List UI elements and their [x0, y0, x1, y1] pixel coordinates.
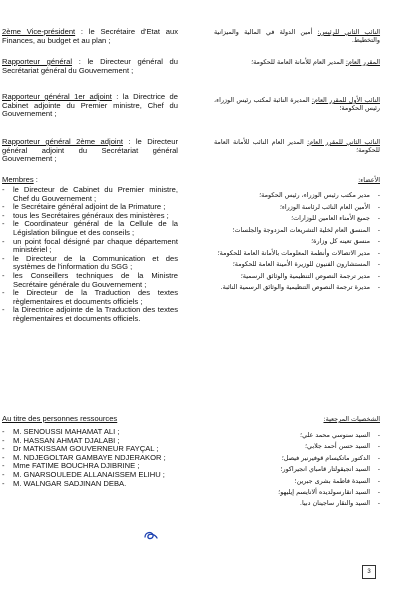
list-item: - المستشارون الفنيون للوزيرة الأمينة العامة للحكومة؛ [214, 259, 380, 271]
list-item: - السيد سنوسي محمد علي؛ [214, 430, 380, 441]
rapporteur-first-adjoint-text: : la Directrice de Cabinet adjointe du Premier ministre, Chef du Gouvernement ; [2, 92, 178, 119]
resources-heading-ar [214, 415, 380, 423]
rapporteur-first-adjoint-role-ar: النائب الأول للمقرر العام: [311, 96, 380, 104]
list-item: - السيد والنقار ساجينان دبيا. [214, 498, 380, 509]
rapporteur-general-paragraph-ar [214, 58, 380, 66]
persons-list-fr [2, 428, 178, 488]
members-colon: : [33, 175, 38, 184]
rapporteur-first-adjoint-role: Rapporteur général 1er adjoint [2, 92, 112, 101]
persons-list-ar [214, 430, 380, 510]
list-item: - M. HASSAN AHMAT DJALABI ; [2, 437, 178, 446]
members-list-ar [214, 190, 380, 294]
handwritten-initial [142, 528, 160, 547]
list-item: - le Directeur de la Communication et des systèmes de l'information du SGG ; [2, 255, 178, 272]
list-item: - المنسق العام لخلية التشريعات المزدوجة والجلسات؛ [214, 225, 380, 237]
rapporteur-general-role: Rapporteur général [2, 57, 73, 66]
list-item: - Mme FATIME BOUCHRA DJIBRINE ; [2, 462, 178, 471]
rapporteur-second-adjoint-paragraph [2, 138, 178, 164]
list-item: - الأمين العام النائب لرئاسة الوزراء؛ [214, 202, 380, 214]
members-list-fr [2, 186, 178, 324]
list-item: - مديرة ترجمة النصوص التنظيمية والوثائق الرسمية النائبة. [214, 282, 380, 294]
list-item: - السيد انقارسولديده ألانايسم إيليهو؛ [214, 487, 380, 498]
list-item: - la Directrice adjointe de la Traduction des textes règlementaires et documents officiels. [2, 306, 178, 323]
page-number: 3 [362, 565, 376, 579]
rapporteur-second-adjoint-text-ar: المدير العام النائب للأمانة العامة للحكومة؛ [214, 138, 380, 155]
rapporteur-general-role-ar: المقرر العام: [345, 58, 380, 66]
rapporteur-first-adjoint-paragraph [2, 93, 178, 119]
list-item: - M. SENOUSSI MAHAMAT ALI ; [2, 428, 178, 437]
vice-president-role-ar: النائب الثاني للرئيس: [317, 28, 381, 36]
list-item: - الدكتور ماتكيسام قوفيرنير فيصل؛ [214, 453, 380, 464]
list-item: - السيد حسن أحمد جلابي؛ [214, 441, 380, 452]
list-item: - M. GNARSOULEDE ALLANAISSEM ELIHU ; [2, 471, 178, 480]
resources-title-ar: الشخصيات المرجعية: [323, 415, 380, 423]
rapporteur-general-text-ar: المدير العام للأمانة العامة للحكومة؛ [251, 58, 346, 66]
list-item: - un point focal désigné par chaque département ministériel ; [2, 238, 178, 255]
list-item: - M. WALNGAR SADJINAN DEBA. [2, 480, 178, 489]
resources-title: Au titre des personnes ressources [2, 414, 118, 423]
rapporteur-general-paragraph [2, 58, 178, 75]
rapporteur-first-adjoint-paragraph-ar [214, 96, 380, 113]
vice-president-role: 2ème Vice-président [2, 27, 76, 36]
rapporteur-general-text: : le Directeur général du Secrétariat général du Gouvernement ; [2, 57, 179, 75]
list-item: - les Conseillers techniques de la Ministre Secrétaire générale du Gouvernement ; [2, 272, 178, 289]
list-item: - M. NDJEGOLTAR GAMBAYE NDJERAKOR ; [2, 454, 178, 463]
rapporteur-second-adjoint-text: : le Directeur général adjoint du Secrétariat général Gouvernement ; [2, 137, 178, 164]
list-item: - مدير ترجمة النصوص التنظيمية والوثائق الرسمية؛ [214, 271, 380, 283]
list-item: - السيدة فاطمة بشرى جبرين؛ [214, 476, 380, 487]
list-item: - le Directeur de Cabinet du Premier ministre, Chef du Gouvernement ; [2, 186, 178, 203]
rapporteur-second-adjoint-paragraph-ar [214, 138, 380, 155]
members-title: Membres [2, 175, 34, 184]
resources-heading [2, 415, 178, 424]
rapporteur-first-adjoint-text-ar: المديرة النائبة لمكتب رئيس الوزراء، رئيس الحكومة؛ [214, 96, 380, 113]
vice-president-paragraph-ar [214, 28, 380, 45]
vice-president-text: : le Secrétaire d'Etat aux Finances, au budget et au plan ; [2, 27, 178, 45]
rapporteur-second-adjoint-role-ar: النائب الثاني للمقرر العام: [307, 138, 380, 146]
list-item: - tous les Secrétaires généraux des ministères ; [2, 212, 178, 221]
vice-president-text-ar: أمين الدولة في المالية والميزانية والتخطيط. [214, 28, 380, 45]
list-item: - le Directeur de la Traduction des textes règlementaires et documents officiels ; [2, 289, 178, 306]
rapporteur-second-adjoint-role: Rapporteur général 2ème adjoint [2, 137, 123, 146]
list-item: - منسق تعينه كل وزارة؛ [214, 236, 380, 248]
members-title-ar: الأعضاء: [358, 176, 380, 184]
list-item: - le Coordinateur général de la Cellule de la Législation bilingue et des conseils ; [2, 220, 178, 237]
list-item: - le Secrétaire général adjoint de la Primature ; [2, 203, 178, 212]
list-item: - Dr MATKISSAM GOUVERNEUR FAYÇAL ; [2, 445, 178, 454]
vice-president-paragraph [2, 28, 178, 45]
list-item: - جميع الأمناء العامين للوزارات؛ [214, 213, 380, 225]
list-item: - مدير الاتصالات وأنظمة المعلومات بالأمانة العامة للحكومة؛ [214, 248, 380, 260]
members-heading-ar [214, 176, 380, 184]
members-heading [2, 176, 178, 185]
list-item: - السيد انجيقولتار قامباي انجيراكور؛ [214, 464, 380, 475]
list-item: - مدير مكتب رئيس الوزراء، رئيس الحكومة؛ [214, 190, 380, 202]
